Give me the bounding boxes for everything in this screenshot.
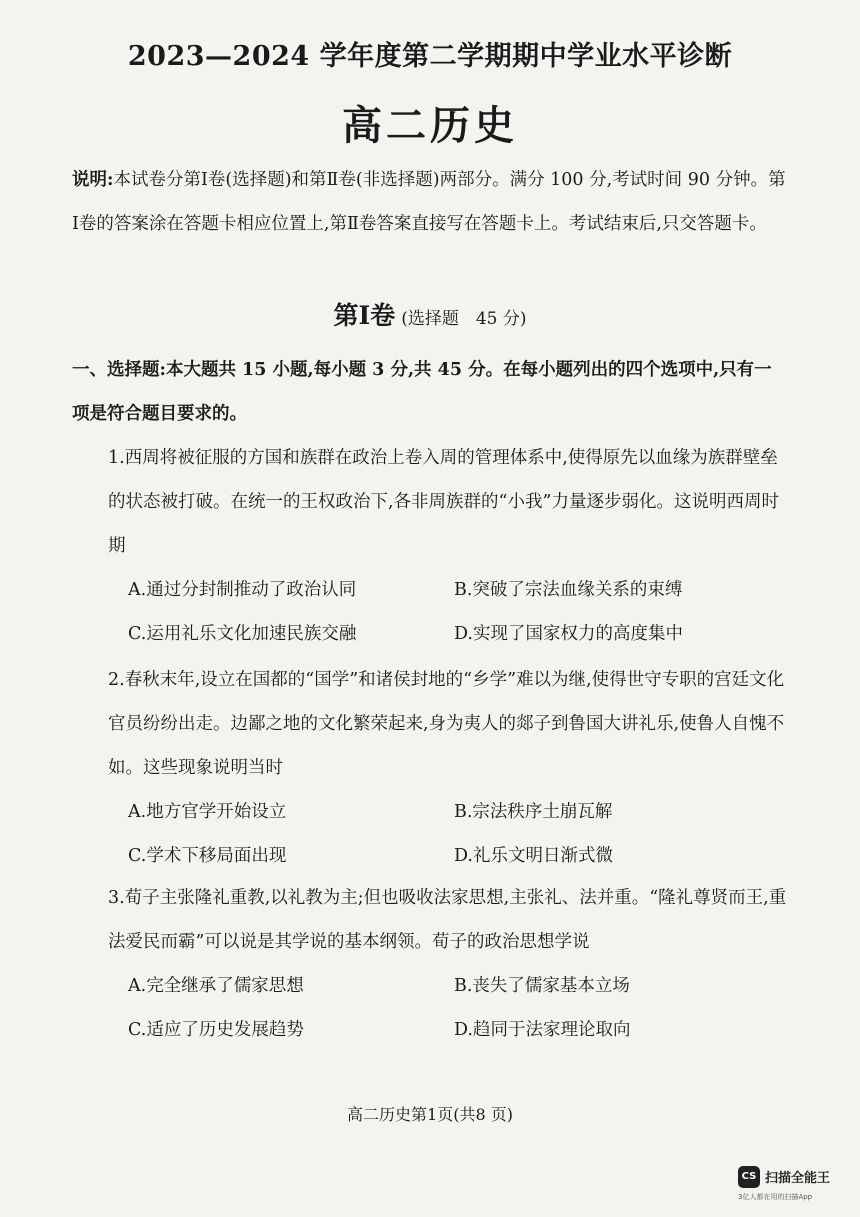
options (128, 568, 788, 656)
scanner-app-name: 扫描全能王 (765, 1171, 831, 1186)
question-stem: 1.西周将被征服的方国和族群在政治上卷入周的管理体系中,使得原先以血缘为族群壁垒的状态被打破。在统一的王权政治下,各非周族群的“小我”力量逐步弱化。这说明西周时期 (108, 448, 779, 556)
section-name: 第Ⅰ卷 (333, 301, 396, 330)
scanner-watermark (738, 1162, 853, 1210)
scanner-slogan: 3亿人都在用的扫描App (738, 1193, 813, 1201)
part-heading: 一、选择题:本大题共 15 小题,每小题 3 分,共 45 分。在每小题列出的四个选项中,只有一项是符合题目要求的。 (72, 360, 772, 424)
options (128, 964, 788, 1052)
section-subtitle: (选择题 45 分) (401, 309, 527, 329)
question-stem: 2.春秋末年,设立在国都的“国学”和诸侯封地的“乡学”难以为继,使得世守专职的宫廷文化官员纷纷出走。边鄙之地的文化繁荣起来,身为夷人的郯子到鲁国大讲礼乐,使鲁人自愧不如。这些现象说明当时 (108, 670, 785, 778)
exam-title: 2023—2024 学年度第二学期期中学业水平诊断 (127, 41, 733, 72)
option-b: B.突破了宗法血缘关系的束缚 (454, 580, 683, 600)
question-stem: 3.荀子主张隆礼重教,以礼教为主;但也吸收法家思想,主张礼、法并重。“隆礼尊贤而王,重法爱民而霸”可以说是其学说的基本纲领。荀子的政治思想学说 (108, 888, 787, 952)
options (128, 790, 788, 878)
option-b: B.宗法秩序土崩瓦解 (454, 802, 613, 822)
cs-logo-icon: CS (738, 1166, 760, 1188)
option-d: D.实现了国家权力的高度集中 (454, 624, 683, 644)
option-a: A.地方官学开始设立 (128, 802, 287, 822)
option-c: C.运用礼乐文化加速民族交融 (128, 624, 357, 644)
question-1 (108, 436, 788, 656)
section-title (0, 296, 860, 332)
option-a: A.通过分封制推动了政治认同 (128, 580, 357, 600)
page-footer: 高二历史第1页(共8 页) (347, 1105, 513, 1124)
subject-title: 高二历史 (342, 102, 518, 149)
instructions (72, 158, 788, 246)
option-c: C.学术下移局面出现 (128, 846, 287, 866)
option-d: D.礼乐文明日渐式微 (454, 846, 613, 866)
option-c: C.适应了历史发展趋势 (128, 1020, 304, 1040)
instructions-text: 本试卷分第Ⅰ卷(选择题)和第Ⅱ卷(非选择题)两部分。满分 100 分,考试时间 90 分钟。第Ⅰ卷的答案涂在答题卡相应位置上,第Ⅱ卷答案直接写在答题卡上。考试结束后,只交答题卡。 (72, 170, 786, 234)
option-b: B.丧失了儒家基本立场 (454, 976, 630, 996)
option-a: A.完全继承了儒家思想 (128, 976, 304, 996)
instructions-label: 说明: (72, 170, 114, 190)
question-2 (108, 658, 788, 878)
option-d: D.趋同于法家理论取向 (454, 1020, 631, 1040)
question-3 (108, 876, 788, 1052)
